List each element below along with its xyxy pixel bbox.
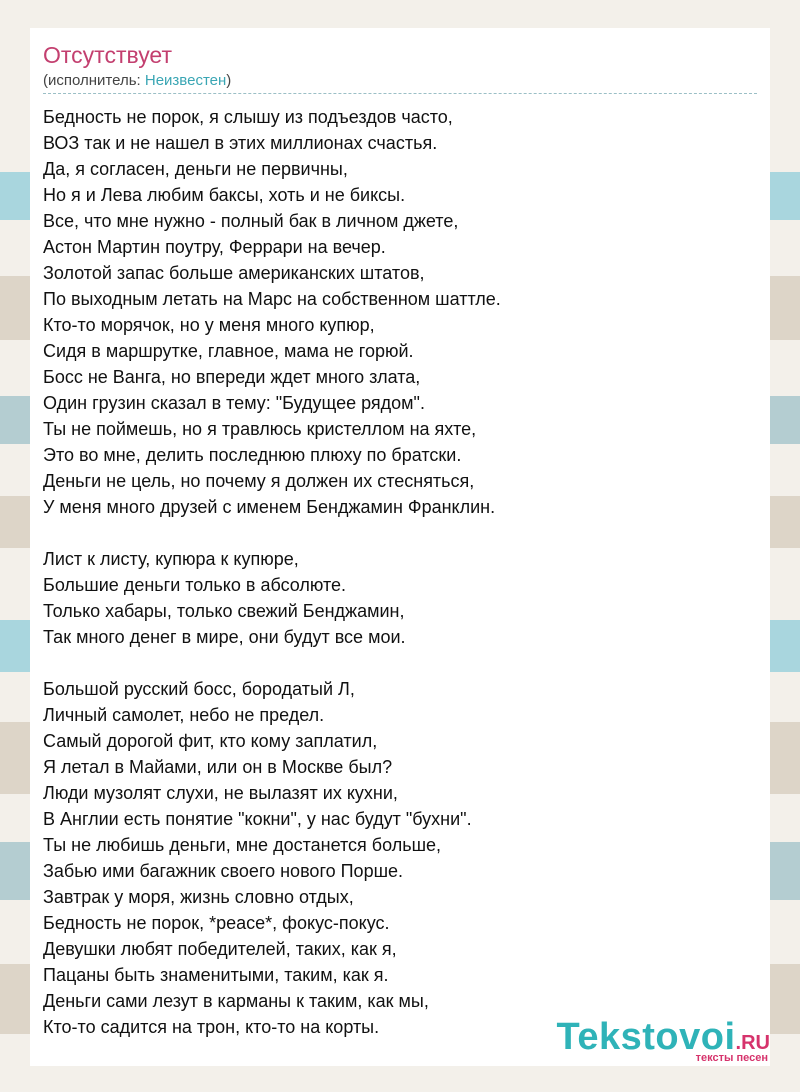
lyrics-text [43, 104, 758, 1040]
lyric-line: По выходным летать на Марс на собственном шаттле. [43, 289, 501, 309]
lyric-line: Астон Мартин поутру, Феррари на вечер. [43, 237, 386, 257]
lyric-line: ВОЗ так и не нашел в этих миллионах счастья. [43, 133, 438, 153]
lyric-line: Один грузин сказал в тему: "Будущее рядом". [43, 393, 425, 413]
lyrics-card [30, 28, 770, 1066]
artist-link[interactable]: Неизвестен [144, 72, 227, 89]
lyric-line: Все, что мне нужно - полный бак в личном джете, [43, 211, 459, 231]
logo-main-text: Tekstovoi [556, 1016, 736, 1058]
artist-suffix: ) [226, 72, 232, 89]
artist-prefix: (исполнитель: [43, 72, 145, 89]
lyric-line: Ты не поймешь, но я травлюсь кристеллом на яхте, [43, 419, 477, 439]
lyric-line: Только хабары, только свежий Бенджамин, [43, 601, 405, 621]
lyric-line: Деньги сами лезут в карманы к таким, как мы, [43, 991, 429, 1011]
lyric-line: Босс не Ванга, но впереди ждет много злата, [43, 367, 421, 387]
verse-gap [43, 520, 758, 546]
lyric-line: Но я и Лева любим баксы, хоть и не биксы. [43, 185, 406, 205]
artist-line [43, 72, 231, 89]
lyric-line: Лист к листу, купюра к купюре, [43, 549, 299, 569]
logo-subtitle: тексты песен [695, 1052, 768, 1064]
song-title: Отсутствует [43, 42, 172, 68]
lyric-line: Я летал в Майами, или он в Москве был? [43, 757, 393, 777]
lyric-line: Золотой запас больше американских штатов, [43, 263, 425, 283]
lyric-line: Так много денег в мире, они будут все мои. [43, 627, 406, 647]
lyric-line: Девушки любят победителей, таких, как я, [43, 939, 397, 959]
lyric-line: Кто-то морячок, но у меня много купюр, [43, 315, 375, 335]
lyric-line: Личный самолет, небо не предел. [43, 705, 325, 725]
lyric-line: Бедность не порок, *peace*, фокус-покус. [43, 913, 390, 933]
lyric-line: Это во мне, делить последнюю плюху по братски. [43, 445, 462, 465]
site-logo[interactable] [556, 1018, 770, 1064]
lyric-line: Пацаны быть знаменитыми, таким, как я. [43, 965, 389, 985]
lyric-line: Ты не любишь деньги, мне достанется больше, [43, 835, 442, 855]
lyric-line: У меня много друзей с именем Бенджамин Франклин. [43, 497, 496, 517]
lyric-line: Да, я согласен, деньги не первичны, [43, 159, 348, 179]
lyric-line: Сидя в маршрутке, главное, мама не горюй. [43, 341, 414, 361]
lyric-line: Забью ими багажник своего нового Порше. [43, 861, 404, 881]
lyric-line: Большие деньги только в абсолюте. [43, 575, 347, 595]
title-divider [43, 93, 757, 94]
lyric-line: Завтрак у моря, жизнь словно отдых, [43, 887, 354, 907]
lyric-line: Большой русский босс, бородатый Л, [43, 679, 355, 699]
lyric-line: В Англии есть понятие "кокни", у нас будут "бухни". [43, 809, 472, 829]
lyric-line: Бедность не порок, я слышу из подъездов часто, [43, 107, 453, 127]
lyric-line: Самый дорогой фит, кто кому заплатил, [43, 731, 378, 751]
verse-gap [43, 650, 758, 676]
lyric-line: Люди музолят слухи, не вылазят их кухни, [43, 783, 398, 803]
logo-ru-text: .RU [735, 1032, 770, 1054]
lyric-line: Кто-то садится на трон, кто-то на корты. [43, 1017, 380, 1037]
lyric-line: Деньги не цель, но почему я должен их стесняться, [43, 471, 475, 491]
